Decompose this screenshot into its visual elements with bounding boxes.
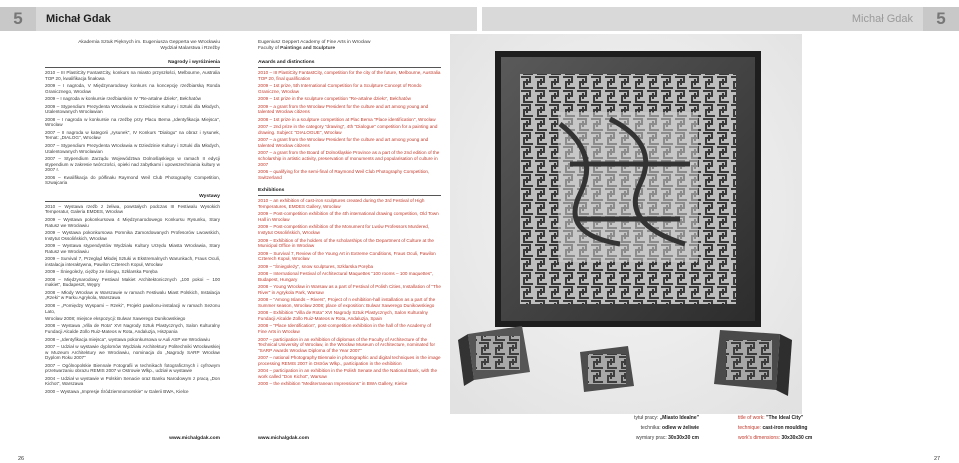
page-header-left — [0, 7, 477, 31]
list-item: 2009 – Wystawa pokonkursowa Pomnika Zamordowanych Profesorów Lwowskich, Instytut Ossolińskich, Wrocław — [45, 230, 220, 241]
artist-name-left: Michał Gdak — [46, 13, 111, 25]
list-item: 2000 – the exhibition "Mediterranean Impressions" in BWA Gallery, Kielce — [258, 381, 408, 387]
list-item: 2009 – Survival 7, Review of the Young Art in Extreme Conditions, Fraus Oculi, Pawilon Czterech Kopuł, Wrocław — [258, 250, 436, 262]
caption-row-title-pl: tytuł pracy: „Miasto Idealne" — [634, 415, 699, 421]
caption-pl — [595, 413, 699, 443]
list-item: 2007 – a grant from the Wrocław President for the culture and art among young and talented Wrocław citizens — [258, 137, 429, 148]
list-item: 2007 – Udział w wystawie dyplomów Wydziału Architektury Politechniki Wrocławskiej w Muzeum Architektury we Wrocławiu, nominacja do „Nagrody SARP Wrocław Dyplom Roku 2007" — [45, 344, 220, 361]
page-section-number-left: 5 — [0, 7, 36, 31]
section-divider — [258, 195, 441, 196]
list-item: 2009 – Post-competition exhibition of the Monument for Lwów Professors Murdered, Instytut Ossolińskich, Wrocław — [258, 224, 430, 236]
list-item: 2007 – II nagroda w kategorii „rysunek", IV Konkurs "Dialogu" na obraz i rysunek, Temat: „DIALOG", Wrocław — [45, 129, 220, 141]
list-item: 2004 – participation in an exhibition in the Polish Senate and the National Bank, with the work called "Don Kichot", Warsaw — [258, 368, 438, 379]
page-section-number-right: 5 — [923, 7, 959, 31]
list-item: 2009 – 1st prize, 5th International Competition for a Sculpture Concept of Rondo Graniczne, Wrocław — [258, 83, 422, 94]
exhibitions-title-pl: Wystawy — [199, 193, 220, 199]
awards-list-pl — [45, 70, 220, 186]
caption-row-dimensions-pl: wymiary prac: 30x30x30 cm — [635, 435, 699, 441]
list-item: 2010 – an exhibition of cast-iron sculptures created during the 3rd Festival of High Temperatures, EMDES Gallery, Wrocław — [258, 198, 425, 209]
institution-en-line: Eugeniusz Geppert Academy of Fine Arts in Wrocław — [258, 40, 371, 45]
list-item: 2008 – Exhibition "Villa de Rota" XVI Nagrody Sztuk Plastycznych, Salon Kulturalny Fundacji Alcalde Zollo Ruiz-Mateos w Rota, Andaluzja, Spain — [258, 310, 428, 321]
section-divider — [45, 201, 220, 202]
list-item: 2009 – Post-competition exhibition of the 4th international drawing competition, Old Town Hall in Wrocław — [258, 211, 439, 222]
exhibitions-list-en — [258, 198, 441, 387]
page-header-right — [482, 7, 959, 31]
list-item: 2009 – a grant from the Wrocław President for the culture and art among young and talented Wrocław citizens — [258, 103, 429, 115]
page-number-left: 26 — [18, 456, 25, 462]
caption-row-title-en: title of work: "The Ideal City" — [738, 415, 804, 421]
list-item: 2006 – Kwalifikacja do półfinału Raymond Weil Club Photography Competition, Szwajcaria — [45, 174, 220, 186]
list-item: 2000 – Wystawa „Impresje Śródziemnomorskie" w Galerii BWA, Kielce — [45, 388, 189, 394]
page-number-right: 27 — [934, 456, 941, 462]
list-item: 2009 – "Śniegoleży", snow sculptures, Szklarska Poręba — [258, 263, 374, 269]
list-item: 2007 – participation in an exhibition of diplomas of the Faculty of Architecture of the Technical University of Wrocław, in the Wrocław Museum of Architecture, nominated for "SARP Awards Wrocław Diploma of the Year 2007" — [258, 336, 436, 353]
list-item: 2007 – 2nd prize in the category "drawing", 4th "Dialogue" competition for a painting and drawing. Subject: "DIALOGUE", Wrocław — [258, 124, 438, 135]
awards-title-en: Awards and distinctions — [258, 60, 315, 65]
caption-row-technique-pl: technika: odlew w żeliwie — [640, 425, 699, 431]
sculpture-photo — [450, 34, 802, 414]
list-item: 2008 – Young Wrocław in Warsaw as a part of Festival of Polish Cities, Installation of "The River" in Agrykola Park, Warsaw — [258, 284, 441, 295]
section-divider — [258, 67, 441, 68]
list-item: 2008 – „Identyfikacja miejsca", wystawa pokonkursowa w Auli ASP we Wrocławiu — [45, 336, 210, 342]
list-item: 2009 – Wystawa pokonkursowa 4 Międzynarodowego Konkursu Rysunku, Stary Ratusz we Wrocławiu — [45, 216, 220, 228]
caption-row-dimensions-en: work's dimensions: 30x30x30 cm — [738, 435, 813, 441]
awards-title-pl: Nagrody i wyróżnienia — [168, 60, 220, 65]
institution-en-line — [258, 46, 441, 52]
website-link-en[interactable]: www.michalgdak.com — [258, 436, 309, 441]
exhibitions-list-pl — [45, 204, 220, 395]
list-item: 2009 – 1st prize in the sculpture competition "Re-artalne dzieło", Bełchatów — [258, 96, 411, 102]
list-item: 2009 – Stypendium Prezydenta Wrocławia w Dziedzinie Kultury i Sztuki dla Młodych, Utalentowanych Wrocławian — [45, 103, 220, 115]
list-item: 2009 – Wystawa stypendystów Wydziału Kultury Urzędu Miasta Wrocławia, Stary Ratusz we Wrocławiu — [45, 243, 220, 254]
awards-list-en — [258, 70, 441, 180]
list-item: 2007 – Stypendium Prezydenta Wrocławia w Dziedzinie Kultury i Sztuki dla Młodych, Utalentowanych Wrocławian — [45, 142, 220, 154]
website-link-pl[interactable]: www.michalgdak.com — [169, 436, 220, 441]
list-item: 2004 – Udział w wystawie w Polskim Senacie oraz Banku Narodowym z pracą „Don Kichot", Warszawa — [45, 375, 220, 387]
list-item: 2008 – „Pomiędzy Wyspami – Rzeki", Projekt pawilonu-instalacji w ramach Sezonu Lato, — [45, 302, 220, 314]
institution-pl-line: Akademia Sztuk Pięknych im. Eugeniusza Gepperta we Wrocławiu — [78, 40, 220, 45]
list-item: 2009 – Śniegoleży, ciężby ze śniegu, Szklarska Poręba — [45, 269, 158, 275]
list-item: 2008 – 1st prize in a sculpture competition at Plac Bema "Place identification", Wrocław — [258, 116, 436, 122]
list-item: 2008 – I nagroda w konkursie na rzeźbę przy Placu Bema „Identyfikacja Miejsca", Wrocław — [45, 116, 220, 128]
list-item: 2008 – "Among Islands – Rivers", Project of n exhibition-hall installation as a part of the Summer season, Wrocław 2008; place of exposition: Bulwar Xawerego Dunikowskiego — [258, 297, 436, 308]
faculty-prefix: Faculty of — [258, 45, 281, 51]
caption-row-technique-en: technique: cast-iron moulding — [738, 425, 808, 431]
list-item: 2008 – Wystawa „Villa de Rota" XVI Nagrody Sztuk Plastycznych, Salon Kulturalny Fundacji Alcalde Zollo Ruiz-Mateos w Rota, Andaluzja, Hiszpania — [45, 323, 220, 335]
list-item: 2010 – III PlastiCity FantastCity, konkurs na miasto przyszłości, Melbourne, Australia TOP 20, kwalifikacja finałowa — [45, 70, 220, 81]
exhibitions-title-en: Exhibitions — [258, 188, 285, 194]
caption-en — [738, 413, 878, 443]
sculpture-cube-small-2 — [580, 346, 634, 392]
column-en — [258, 60, 441, 389]
list-item: 2008 – Międzynarodowy Festiwal Makiet Architektonicznych „100 pokoi – 100 makiet", Budapeszt, Węgry — [45, 276, 220, 288]
sculpture-main — [498, 54, 758, 324]
section-divider — [45, 67, 220, 68]
list-item: 2009 – Survival 7, Przegląd Młodej Sztuki w Ekstremalnych Warunkach, Fraus Oculi, instalacja interaktywna, Pawilon Czterech Kopuł, Wrocław — [45, 256, 220, 267]
list-item: 2010 – III PlastiCity FantastCity, competition for the city of the future, Melbourne, Australia TOP 20, final qualification — [258, 70, 441, 81]
institution-pl — [45, 40, 220, 52]
column-pl — [45, 60, 220, 396]
list-item: 2006 – qualifying for the semi-final of Raymond Weil Club Photography Competition, Switzerland — [258, 169, 430, 180]
list-item: 2010 – Wystawa rzeźb z żeliwa, powstałych podczas III Festiwalu Wysokich Temperatur, Galeria EMDES, Wrocław — [45, 203, 220, 215]
list-item: 2007 – a grant from the Board of Dolnośląskie Province as a part of the 2nd edition of the scholarship in artistic activity, preservation of monuments and popularisation of culture in 2007 — [258, 150, 440, 167]
list-item: 2007 – Stypendium Zarządu Województwa Dolnośląskiego w ramach II edycji stypendium w zakresie twórczości, opieki nad zabytkami i upowszechniania kultury w 2007 r. — [45, 156, 220, 173]
list-item: 2009 – I nagroda w konkursie rzeźbiarskim IV "Re-artalne dzieło", Bełchatów — [45, 96, 201, 102]
list-item: 2007 – Ogólnopolskie Biennale Fotografii w technikach fotograficznych i cyfrowym przetwarzaniu obrazu REMIS 2007 w Ostrowie Wlkp., udział w wystawie — [45, 362, 220, 374]
list-item: 2009 – I nagroda, V Międzynarodowy konkurs na koncepcję rzeźbiarską Ronda Granicznego, Wrocław — [45, 83, 220, 94]
list-item: 2008 – Młody Wrocław w Warszawie w ramach Festiwalu Miast Polskich, Instalacja „Rzeki" w Parku Agrykola, Warszawa — [45, 289, 220, 301]
institution-pl-line: Wydział Malarstwa i Rzeźby — [160, 45, 220, 51]
list-item: Wrocław 2008; miejsce ekspozycji: Bulwar Xawerego Dunikowskiego — [45, 316, 186, 321]
artist-name-right: Michał Gdak — [851, 13, 913, 25]
list-item: 2008 – International Festival of Architectural Maquettes "100 rooms – 100 maquettes", Budapest, Hungary — [258, 271, 434, 282]
faculty-name: Paintings and Sculpture — [280, 45, 336, 51]
list-item: 2009 – Exhibition of the holders of the scholarships of the Department of Culture at the Municipal Office in Wrocław — [258, 237, 434, 249]
list-item: 2008 – "Place Identification", post-competition exhibition in the hall of the Academy of Fine Arts in Wrocław — [258, 323, 432, 335]
list-item: 2007 – national Photography Biennale in photographic and digital techniques in the image processing REMIS 2007 in Ostrów Wlkp., participation in the exhibition — [258, 355, 441, 366]
institution-en — [258, 40, 441, 52]
